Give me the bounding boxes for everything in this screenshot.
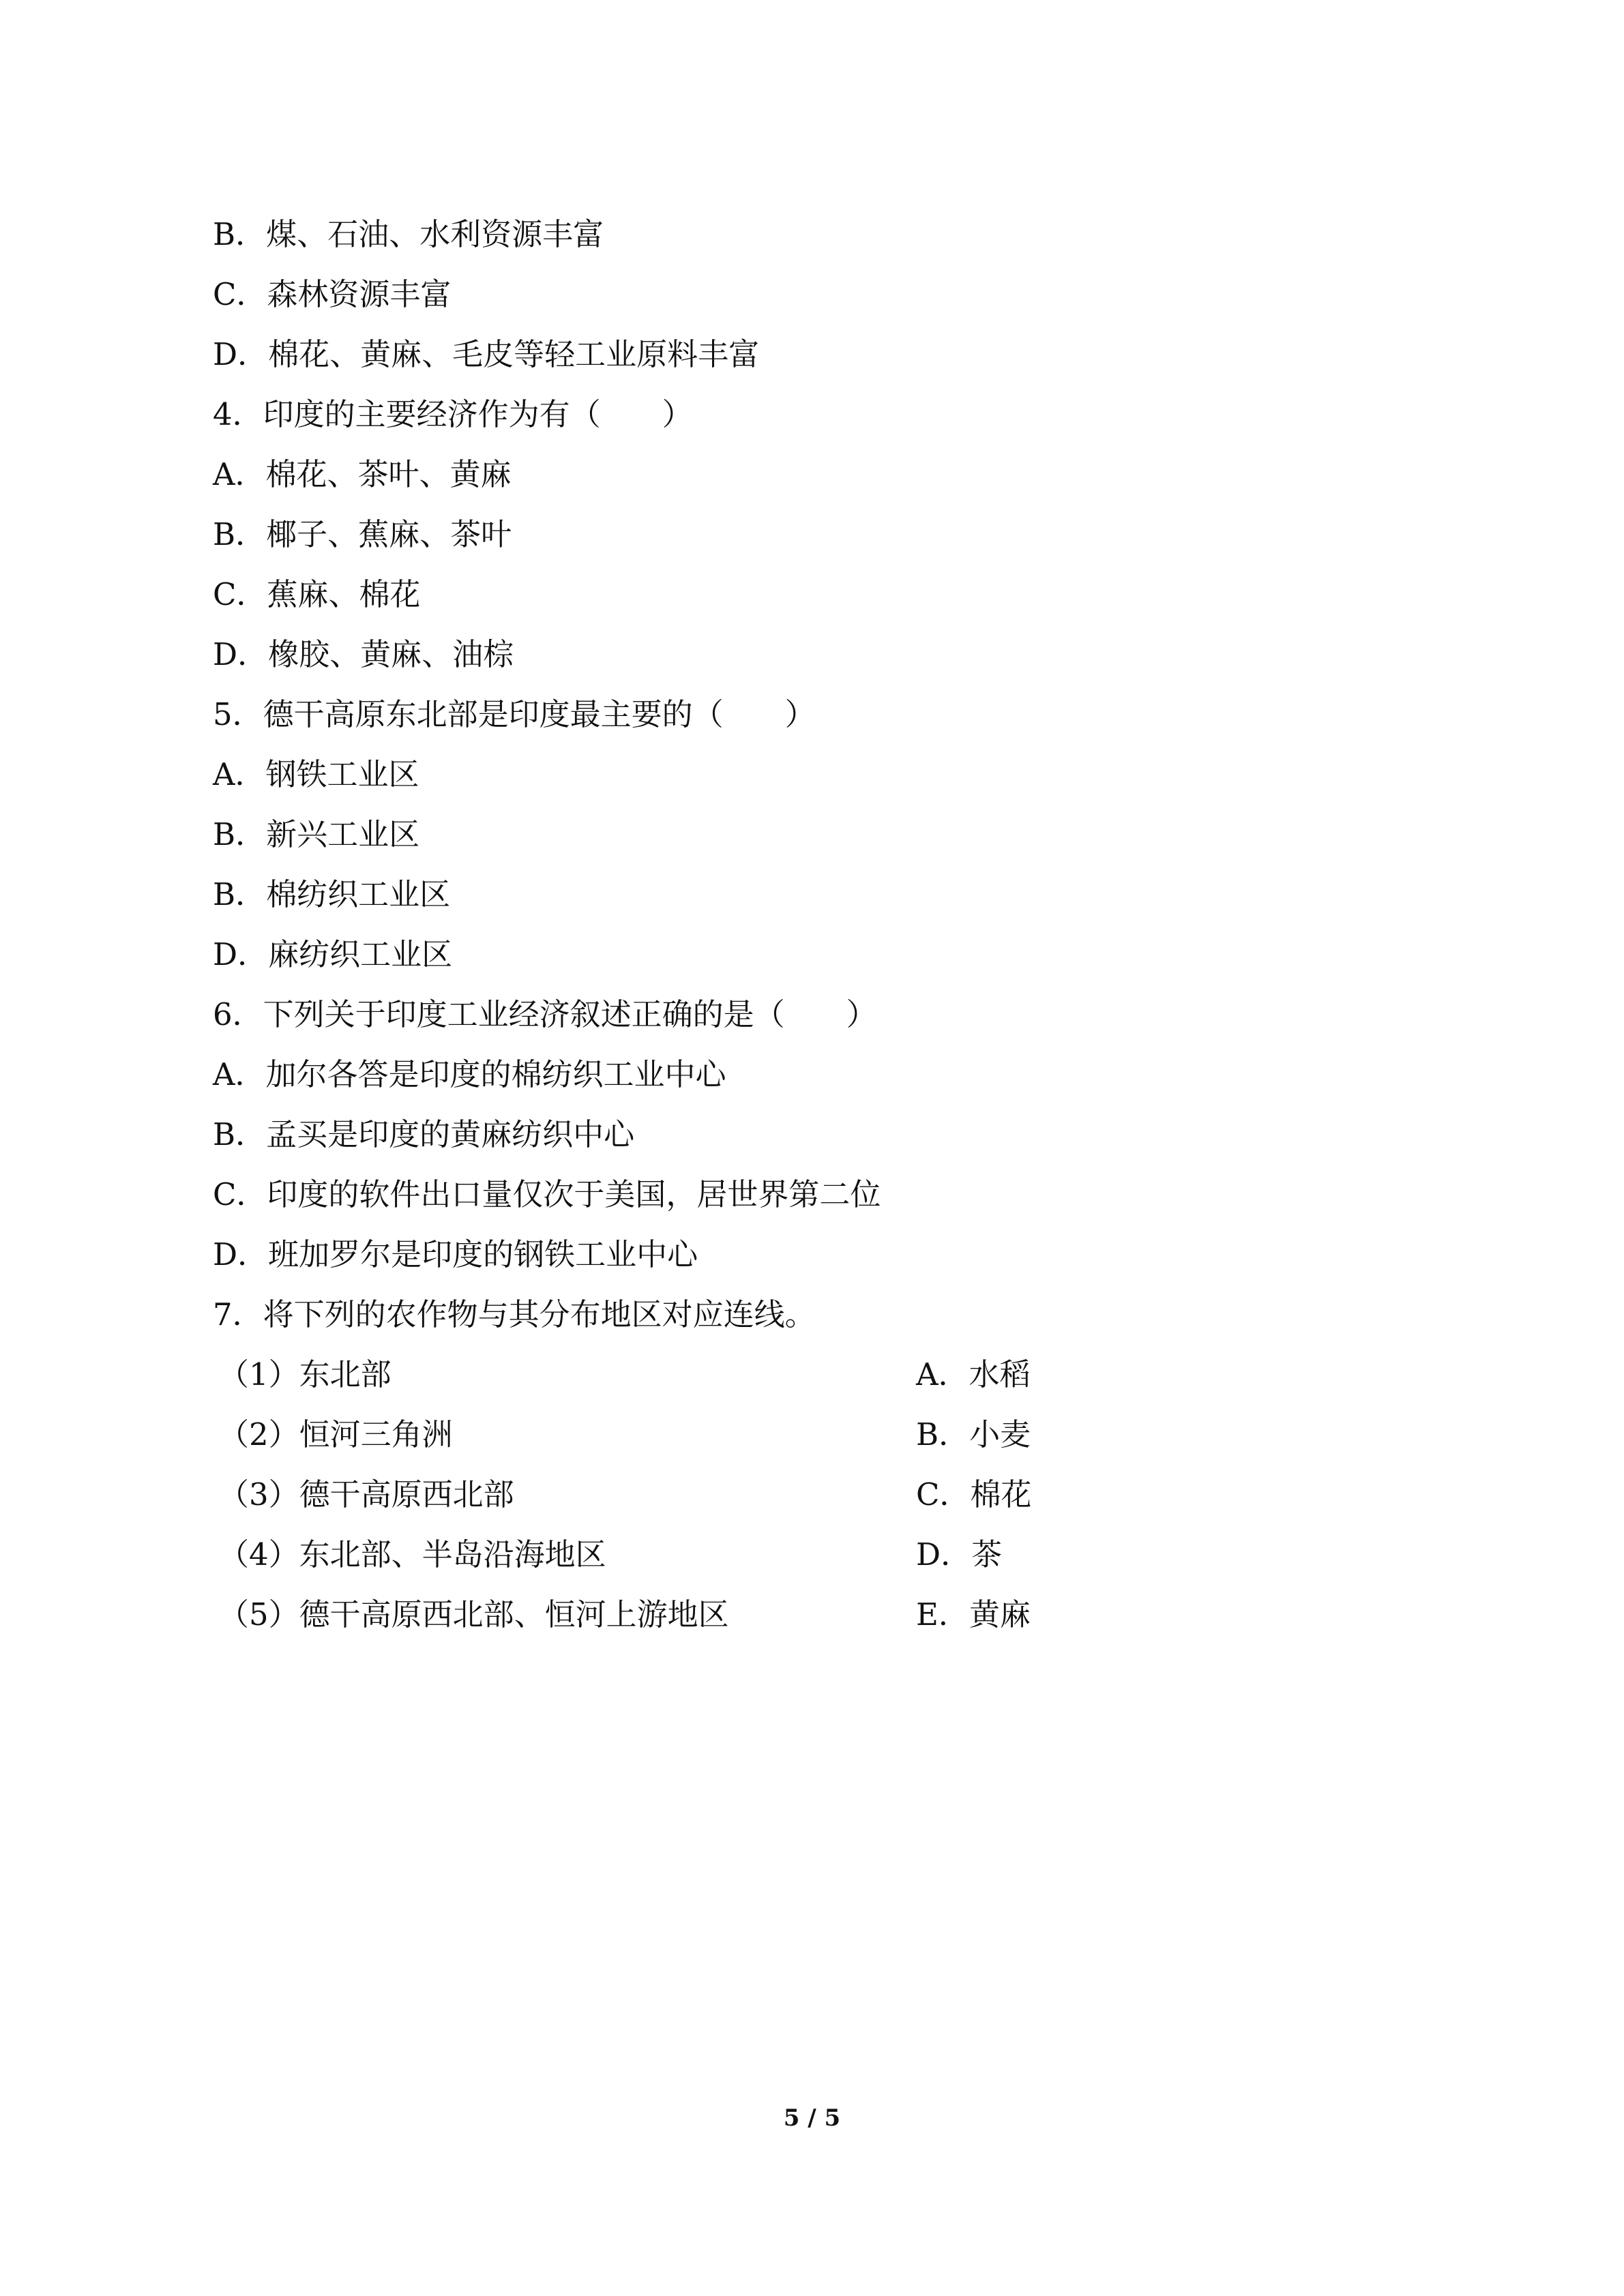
q4-option-a: A．棉花、茶叶、黄麻 [213,456,512,492]
q7-stem: 7．将下列的农作物与其分布地区对应连线。 [213,1296,816,1332]
page-number: 5 / 5 [783,2104,841,2132]
q3-option-d: D．棉花、黄麻、毛皮等轻工业原料丰富 [213,336,760,372]
q5-stem: 5．德干高原东北部是印度最主要的（ ） [213,696,816,732]
q7-crop-d: D．茶 [916,1536,1003,1572]
q6-stem: 6．下列关于印度工业经济叙述正确的是（ ） [213,996,877,1032]
q4-option-d: D．橡胶、黄麻、油棕 [213,636,514,672]
q3-option-c: C．森林资源丰富 [213,276,452,312]
q4-stem: 4．印度的主要经济作为有（ ） [213,396,693,432]
q7-region-2: （2）恒河三角洲 [218,1416,453,1452]
q7-crop-a: A．水稻 [916,1356,1031,1392]
q7-crop-b: B．小麦 [916,1416,1031,1452]
q5-option-a: A．钢铁工业区 [213,756,419,792]
q5-option-b: B．新兴工业区 [213,816,420,852]
q6-option-d: D．班加罗尔是印度的钢铁工业中心 [213,1236,698,1272]
q4-option-c: C．蕉麻、棉花 [213,576,421,612]
q7-region-4: （4）东北部、半岛沿海地区 [218,1536,606,1572]
q6-option-a: A．加尔各答是印度的棉纺织工业中心 [213,1056,726,1092]
q7-region-1: （1）东北部 [218,1356,392,1392]
q6-option-c: C．印度的软件出口量仅次于美国，居世界第二位 [213,1176,881,1212]
q7-crop-e: E．黄麻 [916,1596,1031,1632]
q3-option-b: B．煤、石油、水利资源丰富 [213,216,604,252]
q7-region-5: （5）德干高原西北部、恒河上游地区 [218,1596,729,1632]
q5-option-d: D．麻纺织工业区 [213,936,453,972]
q6-option-b: B．孟买是印度的黄麻纺织中心 [213,1116,635,1152]
q4-option-b: B．椰子、蕉麻、茶叶 [213,516,512,552]
q7-crop-c: C．棉花 [916,1476,1032,1512]
q7-region-3: （3）德干高原西北部 [218,1476,514,1512]
q5-option-b2: B．棉纺织工业区 [213,876,451,912]
